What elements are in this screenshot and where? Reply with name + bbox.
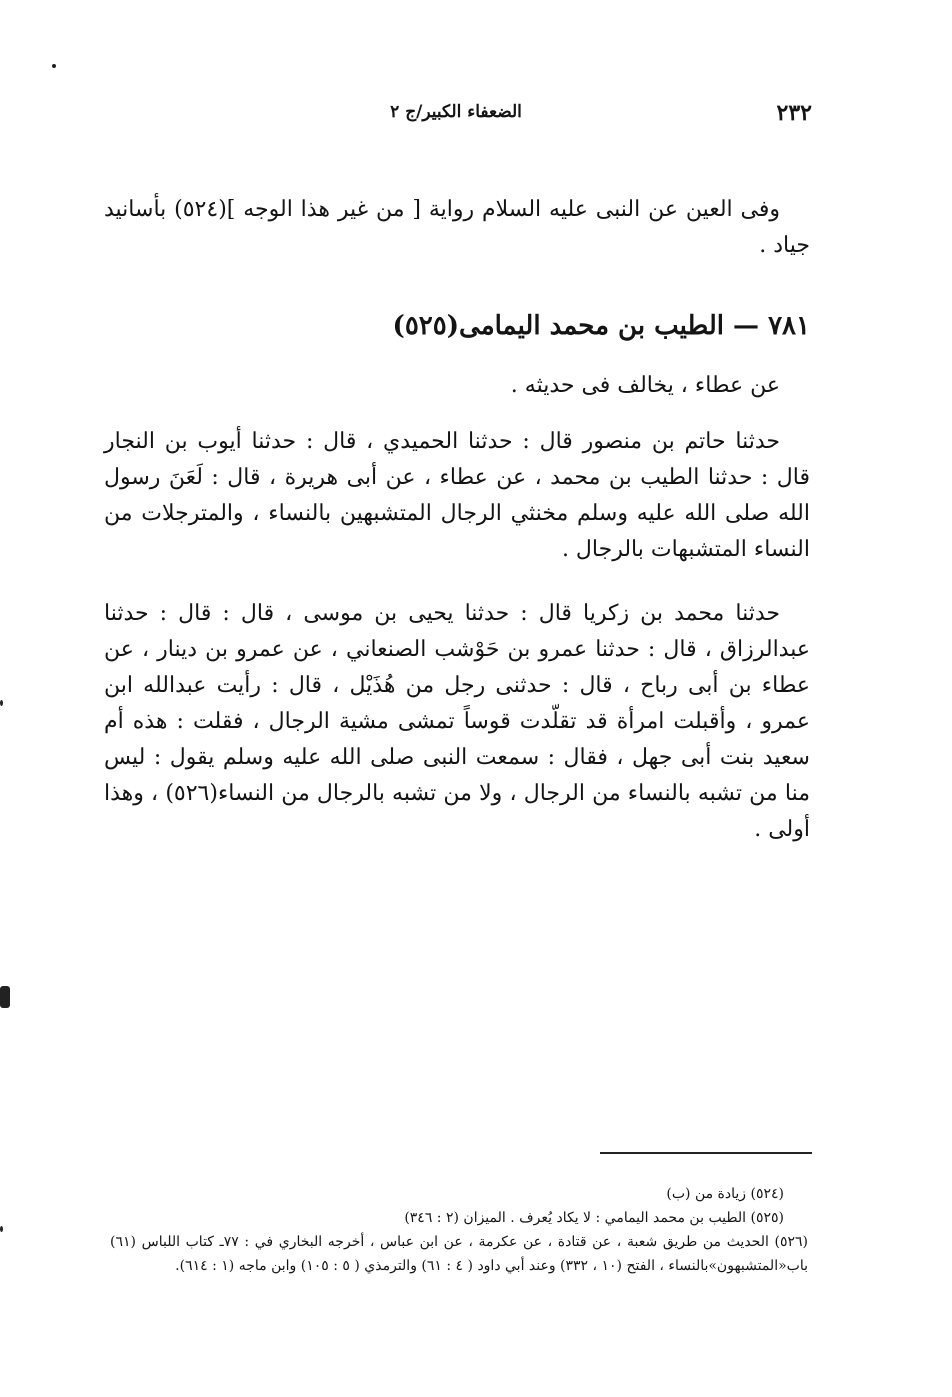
footnote-526: (٥٢٦) الحديث من طريق شعبة ، عن قتادة ، عن عكرمة ، عن ابن عباس ، أخرجه البخاري في : ٧٧ـ كتاب اللباس (٦١) باب«المتشبهون»بالنساء ، الفتح (١٠ ، ٣٣٢) وعند أبي داود ( ٤ : ٦١) والترمذي ( ٥ : ١٠٥) وابن ماجه (١ : ٦١٤).: [110, 1234, 809, 1274]
page-header: [100, 98, 812, 138]
scan-speck: [52, 64, 56, 68]
scan-speck: [0, 1226, 3, 1232]
entry-heading: ٧٨١ — الطيب بن محمد اليمامى(٥٢٥): [392, 311, 810, 341]
page-number: ٢٣٢: [776, 100, 812, 126]
running-head: الضعفاء الكبير/ج ٢: [390, 102, 522, 122]
scan-speck: [0, 700, 3, 706]
footnote-524: (٥٢٤) زيادة من (ب): [666, 1186, 784, 1202]
footnote-divider: [600, 1152, 812, 1154]
entry-description: عن عطاء ، يخالف فى حديثه .: [510, 373, 780, 398]
hadith-paragraph-2: حدثنا محمد بن زكريا قال : حدثنا يحيى بن موسى ، قال : قال : حدثنا عبدالرزاق ، قال : حدثنا عمرو بن حَوْشب الصنعاني ، عن عمرو بن دينار ، عن عطاء بن أبى رباح ، قال : حدثنى رجل من هُذَيْل ، قال : رأيت عبدالله ابن عمرو ، وأقبلت امرأة قد تقلّدت قوساً تمشى مشية الرجال ، فقلت : هذه أم سعيد بنت أبى جهل ، فقال : سمعت النبى صلى الله عليه وسلم يقول : ليس منا من تشبه بالنساء من الرجال ، ولا من تشبه بالرجال من النساء(٥٢٦) ، وهذا أولى .: [104, 601, 810, 842]
scan-speck: [0, 986, 10, 1008]
intro-paragraph: وفى العين عن النبى عليه السلام رواية [ من غير هذا الوجه ](٥٢٤) بأسانيد جياد .: [104, 197, 810, 258]
footnotes: [110, 1182, 808, 1278]
hadith-paragraph-1: حدثنا حاتم بن منصور قال : حدثنا الحميدي ، قال : حدثنا أيوب بن النجار قال : حدثنا الطيب بن محمد ، عن عطاء ، عن أبى هريرة ، قال : لَعَنَ رسول الله صلى الله عليه وسلم مخنثي الرجال المتشبهين بالنساء ، والمترجلات من النساء المتشبهات بالرجال .: [104, 429, 811, 562]
footnote-525: (٥٢٥) الطيب بن محمد اليمامي : لا يكاد يُعرف . الميزان (٢ : ٣٤٦): [404, 1210, 784, 1226]
